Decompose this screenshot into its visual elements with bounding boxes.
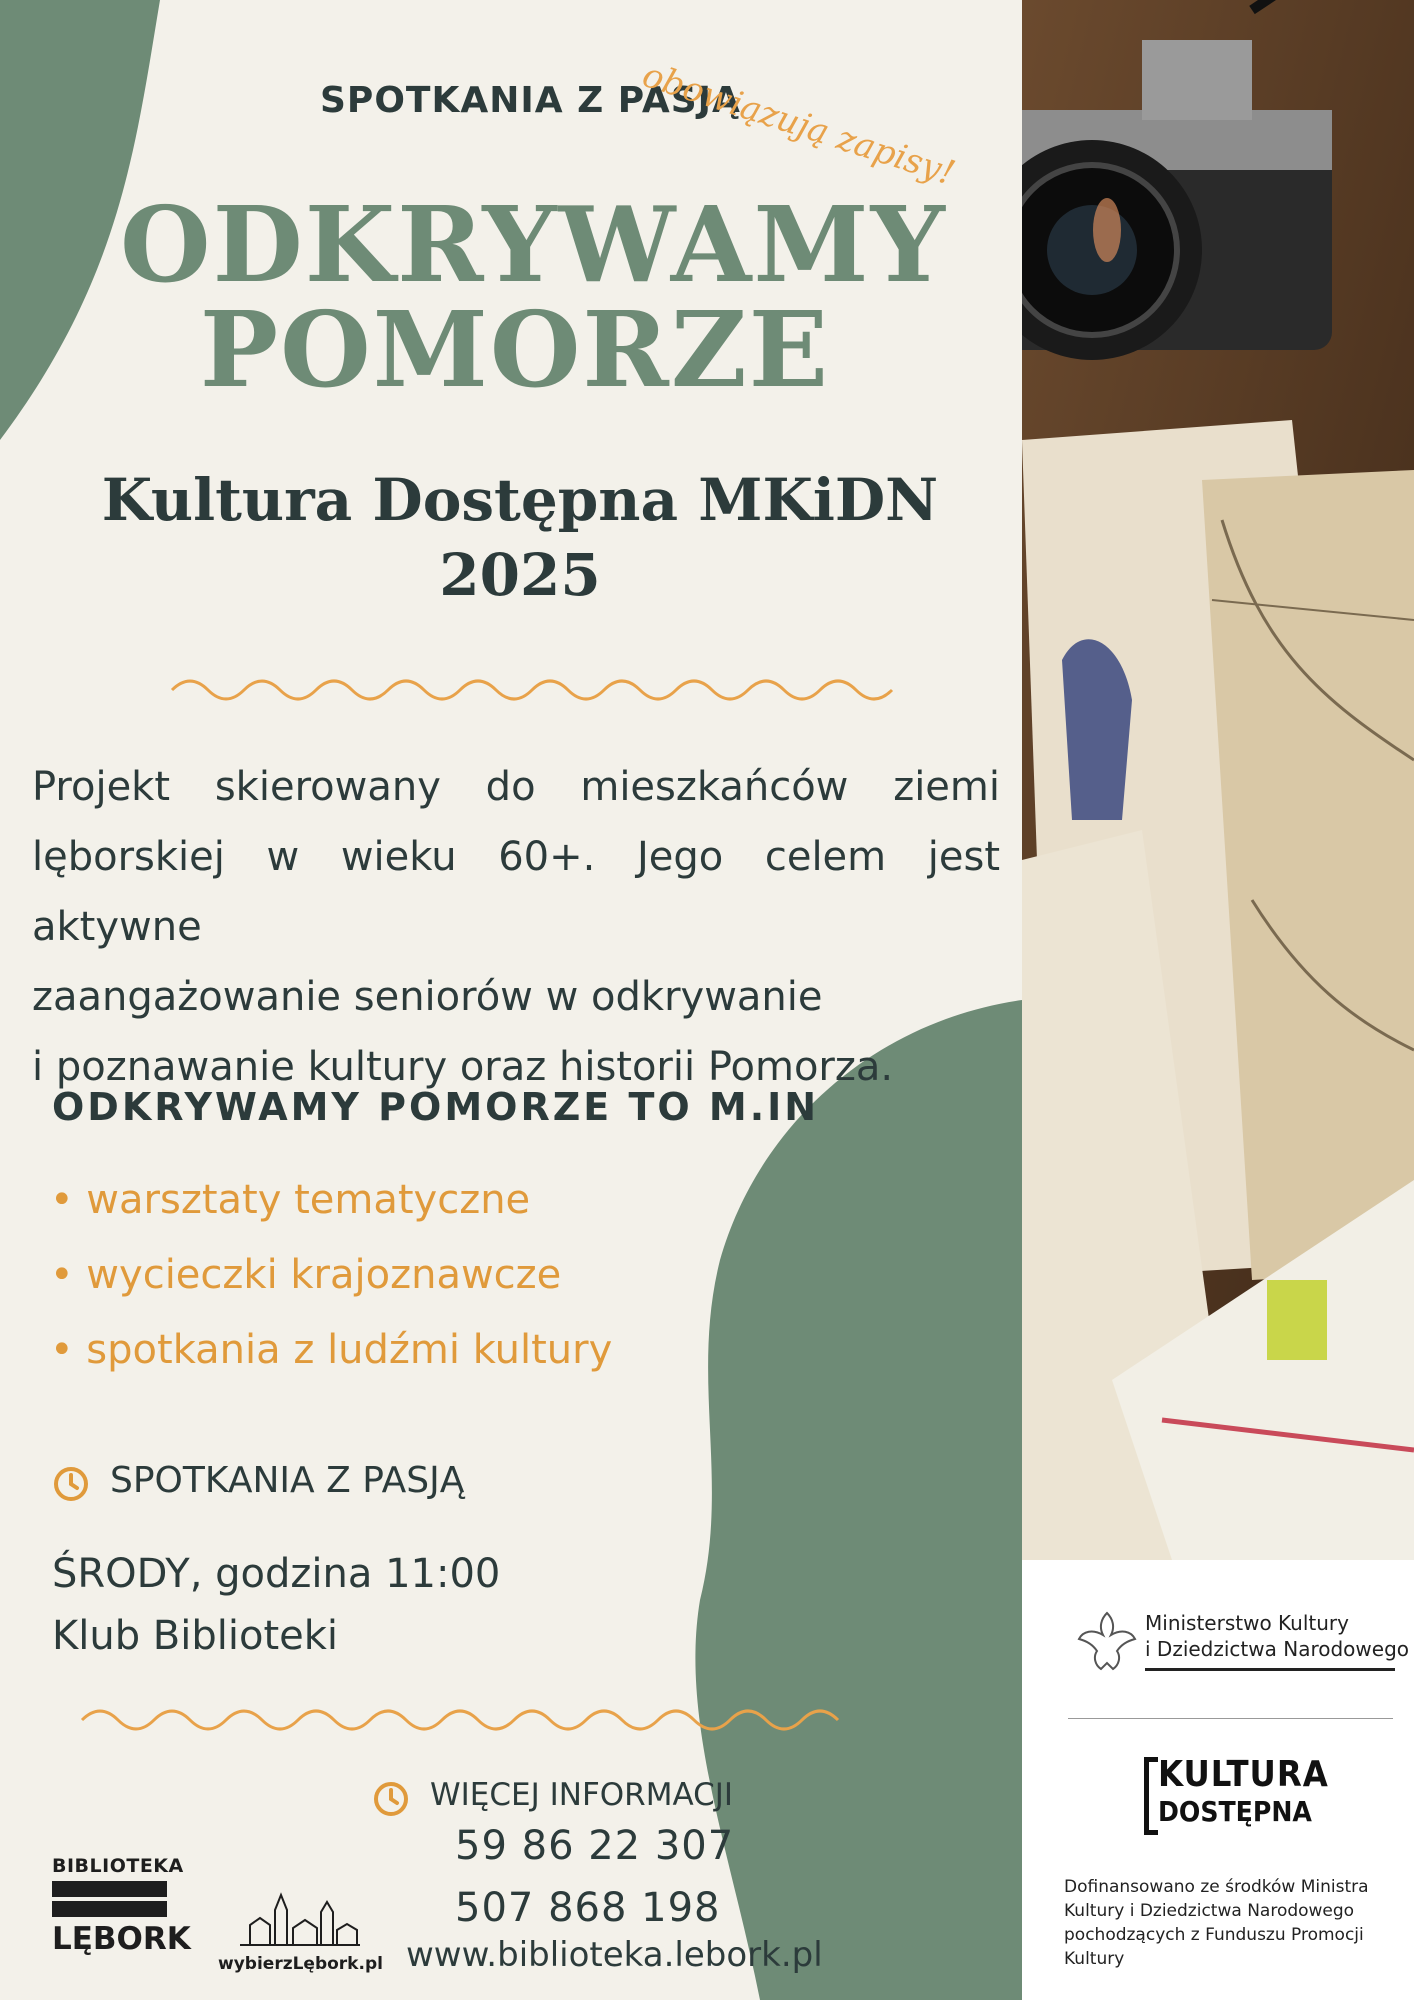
signup-note: obowiązują zapisy!	[637, 55, 960, 194]
library-logo-bottom-text: LĘBORK	[52, 1921, 191, 1957]
phone-number-2: 507 868 198	[455, 1885, 721, 1931]
clock-icon	[372, 1780, 410, 1818]
library-logo-bar	[52, 1901, 167, 1917]
kd-bracket-bottom	[1144, 1830, 1158, 1835]
subtitle-line-2: 2025	[439, 541, 601, 609]
kd-bracket-top	[1144, 1757, 1158, 1762]
series-heading: SPOTKANIA Z PASJĄ	[320, 80, 741, 121]
program-heading: ODKRYWAMY POMORZE TO M.IN	[52, 1085, 820, 1129]
kd-bracket	[1144, 1757, 1149, 1835]
ministry-underline	[1145, 1668, 1395, 1671]
kd-line-1: KULTURA	[1158, 1754, 1329, 1795]
ministry-logo	[1145, 1610, 1409, 1671]
city-logo	[218, 1890, 383, 1974]
top-wave-divider	[172, 681, 892, 699]
kd-line-2: DOSTĘPNA	[1158, 1795, 1312, 1828]
program-list	[50, 1170, 612, 1395]
ministry-line-2: i Dziedzictwa Narodowego	[1145, 1637, 1409, 1661]
schedule-details	[52, 1543, 500, 1667]
eagle-emblem-icon	[1075, 1605, 1140, 1675]
list-item: • warsztaty tematyczne	[50, 1177, 531, 1223]
kultura-dostepna-logo	[1152, 1755, 1329, 1829]
camera-and-maps-photo	[1022, 0, 1414, 1560]
city-logo-text: wybierzLębork.pl	[218, 1954, 383, 1974]
funding-note: Dofinansowano ze środków Ministra Kultury i Dziedzictwa Narodowego pochodzących z Funduszu Promocji Kultury	[1064, 1877, 1369, 1969]
description-line-3: zaangażowanie seniorów w odkrywanie	[32, 974, 823, 1020]
description-line-2: lęborskiej w wieku 60+. Jego celem jest aktywne	[32, 834, 1000, 950]
title-line-2: POMORZE	[199, 288, 831, 411]
clock-icon	[52, 1465, 90, 1503]
phone-number-1: 59 86 22 307	[455, 1823, 735, 1869]
schedule-label: SPOTKANIA Z PASJĄ	[110, 1460, 465, 1501]
town-skyline-icon	[235, 1890, 365, 1950]
panel-divider	[1068, 1718, 1393, 1719]
library-logo	[52, 1855, 191, 1957]
ministry-line-1: Ministerstwo Kultury	[1145, 1611, 1349, 1635]
contact-label: WIĘCEJ INFORMACJI	[430, 1777, 734, 1813]
subtitle-line-1: Kultura Dostępna MKiDN	[101, 466, 939, 534]
schedule-place: Klub Biblioteki	[52, 1613, 339, 1659]
bottom-right-blob	[695, 1000, 1022, 2000]
project-description	[32, 752, 1000, 1102]
schedule-day-time: ŚRODY, godzina 11:00	[52, 1551, 501, 1597]
description-line-1: Projekt skierowany do mieszkańców ziemi	[32, 764, 1000, 810]
list-item: • spotkania z ludźmi kultury	[50, 1327, 613, 1373]
title-line-1: ODKRYWAMY	[120, 183, 947, 306]
library-logo-bar	[52, 1881, 167, 1897]
library-logo-top-text: BIBLIOTEKA	[52, 1855, 184, 1877]
description-line-4: i poznawanie kultury oraz historii Pomorza.	[32, 1044, 894, 1090]
list-item: • wycieczki krajoznawcze	[50, 1252, 562, 1298]
website-url: www.biblioteka.lebork.pl	[406, 1935, 823, 1975]
map-sheets	[1022, 420, 1414, 1560]
